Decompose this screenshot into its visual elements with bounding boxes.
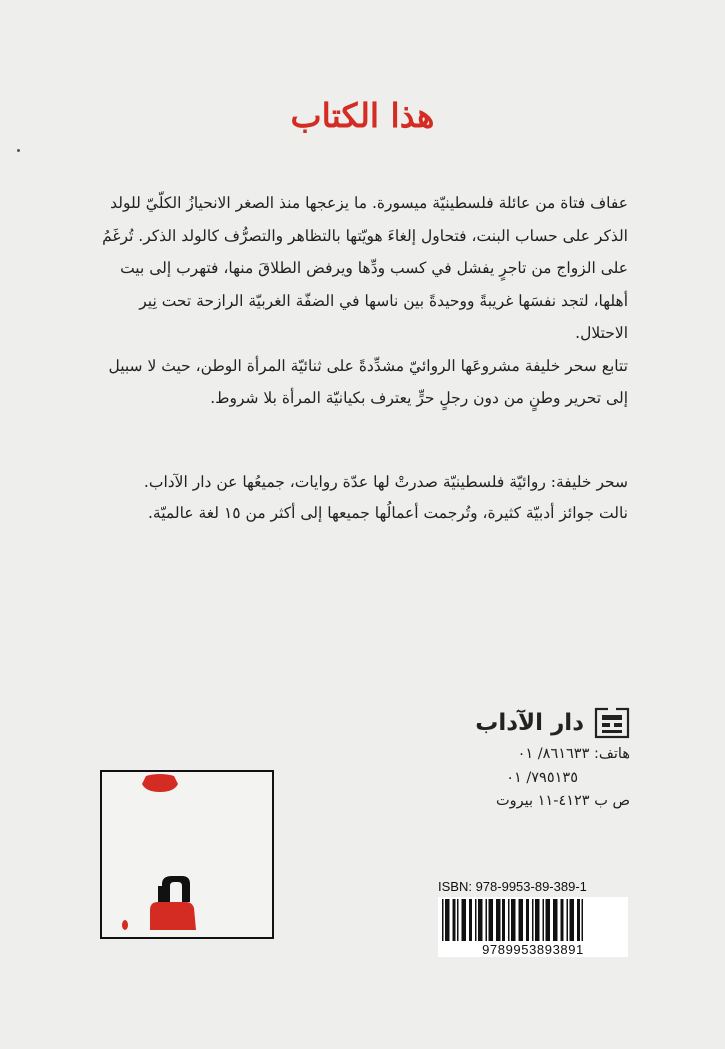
barcode-bar [486, 899, 488, 941]
barcode-bar [546, 899, 551, 941]
book-blurb [96, 187, 628, 415]
barcode-bar [511, 899, 516, 941]
barcode-bar [502, 899, 505, 941]
barcode-bars [438, 897, 628, 943]
barcode-bar [462, 899, 467, 941]
barcode-bar [553, 899, 558, 941]
section-title: هذا الكتاب [290, 96, 435, 135]
barcode-bar [445, 899, 450, 941]
barcode-bar [577, 899, 580, 941]
barcode-bar [543, 899, 545, 941]
barcode [438, 897, 628, 955]
barcode-bar [567, 899, 569, 941]
print-speck [17, 149, 20, 152]
publisher-header [430, 703, 630, 743]
barcode-bar [526, 899, 529, 941]
barcode-bar [519, 899, 524, 941]
isbn-label: ISBN: 978-9953-89-389-1 [438, 879, 587, 894]
phone-label: هاتف: [594, 746, 630, 762]
barcode-bar [478, 899, 483, 941]
publisher-seal [100, 770, 274, 939]
phone-number: ٨٦١٦٣٣/ ٠١ [517, 746, 590, 762]
barcode-bar [508, 899, 510, 941]
publisher-name: دار الآداب [475, 710, 584, 736]
barcode-bar [457, 899, 459, 941]
blurb-paragraph: تتابع سحر خليفة مشروعَها الروائيّ مشدِّدةً على ثنائيّة المرأة الوطن، حيث لا سبيل إلى تحرير وطنٍ من دون رجلٍ حرٍّ يعترف بكيانيّة المرأة بلا شروط. [108, 356, 628, 407]
barcode-bar [535, 899, 540, 941]
barcode-bar [469, 899, 472, 941]
barcode-bar [496, 899, 501, 941]
publisher-phone-1 [430, 743, 630, 767]
author-bio-line: سحر خليفة: روائيّة فلسطينيّة صدرتْ لها عدّة روايات، جميعُها عن دار الآداب. [143, 473, 628, 491]
barcode-bar [475, 899, 477, 941]
publisher-block [430, 703, 630, 814]
author-bio [96, 467, 628, 529]
barcode-bar [561, 899, 564, 941]
dar-al-adab-logo-icon [594, 707, 630, 739]
publisher-phone-2 [430, 767, 630, 791]
barcode-bar [453, 899, 456, 941]
barcode-bar [532, 899, 534, 941]
publisher-seal-icon [102, 772, 272, 937]
barcode-bar [570, 899, 575, 941]
blurb-paragraph: عفاف فتاة من عائلة فلسطينيّة ميسورة. ما يزعجها منذ الصغر الانحيازُ الكلّيّ للولد الذكر على حساب البنت، فتحاول إلغاءَ هويّتها بالتظاهر والتصرُّف كالولد الذكر. تُرغَمُ على الزواج من تاجرٍ يفشل في كسب ودِّها ويرفض الطلاقَ منها، فتهرب إلى بيت أهلها، لتجد نفسَها غريبةً ووحيدةً بين ناسها في الضفّة الغربيّة الرازحة تحت نِير الاحتلال. [102, 194, 628, 342]
isbn-block [438, 879, 628, 955]
barcode-bar [582, 899, 584, 941]
phone-number: ٧٩٥١٣٥/ ٠١ [506, 769, 578, 786]
barcode-bar [489, 899, 494, 941]
barcode-digits: 9789953893891 [438, 942, 628, 957]
publisher-address: ص ب ٤١٢٣-١١ بيروت [495, 793, 630, 809]
author-bio-line: نالت جوائز أدبيّة كثيرة، وتُرجمت أعمالُها جميعها إلى أكثر من ١٥ لغة عالميّة. [148, 504, 628, 522]
barcode-bar [442, 899, 444, 941]
